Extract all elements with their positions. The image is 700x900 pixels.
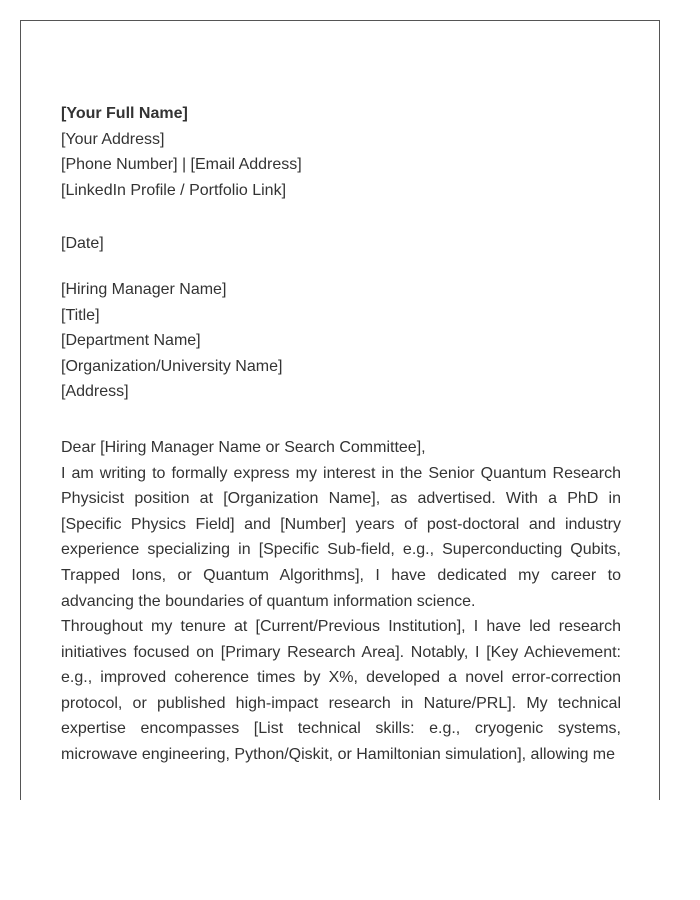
sender-link: [LinkedIn Profile / Portfolio Link] xyxy=(61,181,287,199)
recipient-name: [Hiring Manager Name] xyxy=(61,280,227,298)
letter-content xyxy=(61,101,621,768)
letter-page xyxy=(20,20,660,800)
sender-contact: [Phone Number] | [Email Address] xyxy=(61,156,302,174)
salutation: Dear [Hiring Manager Name or Search Committee], xyxy=(61,438,426,456)
date-block xyxy=(61,231,621,257)
recipient-organization: [Organization/University Name] xyxy=(61,357,283,375)
letter-date: [Date] xyxy=(61,235,104,253)
body-paragraph-1: I am writing to formally express my interest in the Senior Quantum Research Physicist position at [Organization Name], as advertised. With a PhD in [Specific Physics Field] and [Number] years of post-doctoral and industry experience specializing in [Specific Sub-field, e.g., Superconducting Qubits, Trapped Ions, or Quantum Algorithms], I have dedicated my career to advancing the boundaries of quantum information science. xyxy=(61,464,621,610)
recipient-block xyxy=(61,277,621,405)
salutation-block xyxy=(61,435,621,461)
recipient-title: [Title] xyxy=(61,306,100,324)
body-paragraph-2: Throughout my tenure at [Current/Previous Institution], I have led research initiatives focused on [Primary Research Area]. Notably, I [Key Achievement: e.g., improved coherence times by X%, developed a novel error-correction protocol, or published high-impact research in Nature/PRL]. My technical expertise encompasses [List technical skills: e.g., cryogenic systems, microwave engineering, Python/Qiskit, or Hamiltonian simulation], allowing me xyxy=(61,618,621,764)
sender-name: [Your Full Name] xyxy=(61,105,188,122)
sender-block xyxy=(61,101,621,203)
sender-address: [Your Address] xyxy=(61,130,165,148)
recipient-address: [Address] xyxy=(61,383,129,401)
recipient-department: [Department Name] xyxy=(61,332,201,350)
